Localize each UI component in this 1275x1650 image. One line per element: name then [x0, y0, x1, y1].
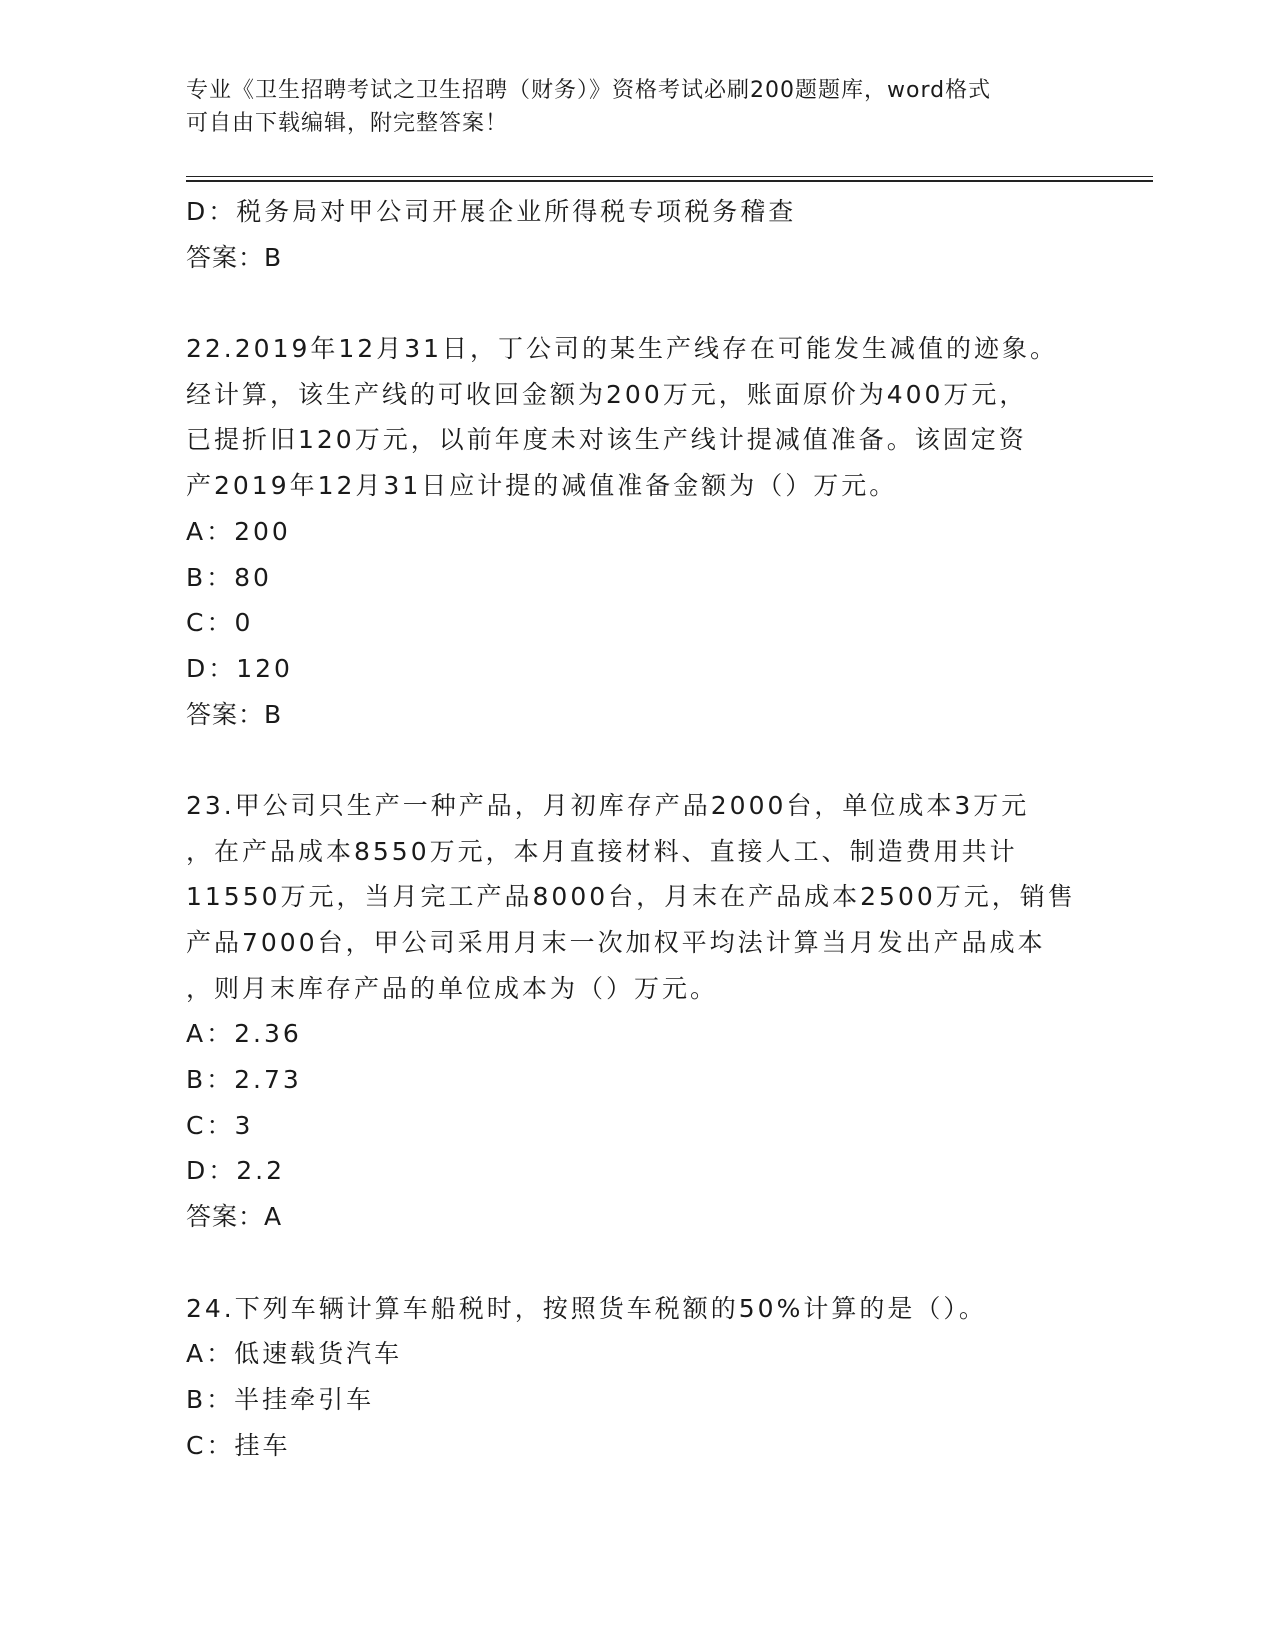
spacer	[186, 1240, 1086, 1286]
option-c: C：挂车	[186, 1430, 291, 1460]
option-b: B：80	[186, 562, 272, 592]
answer-line: 答案：B	[186, 699, 283, 729]
header-line-1: 专业《卫生招聘考试之卫生招聘（财务）》资格考试必刷200题题库，word格式	[186, 78, 992, 103]
option-b: B：半挂牵引车	[186, 1384, 375, 1414]
question-text-line: 经计算，该生产线的可收回金额为200万元，账面原价为400万元，	[186, 379, 1028, 409]
document-body	[186, 189, 1086, 1468]
question-22	[186, 326, 1086, 737]
question-23	[186, 783, 1086, 1240]
question-text-line: 11550万元，当月完工产品8000台，月末在产品成本2500万元，销售	[186, 882, 1076, 912]
question-21-tail	[186, 189, 1086, 280]
option-d: D：税务局对甲公司开展企业所得税专项税务稽查	[186, 197, 797, 226]
question-24	[186, 1286, 1086, 1469]
spacer	[186, 280, 1086, 326]
question-text-line: 已提折旧120万元，以前年度未对该生产线计提减值准备。该固定资	[186, 425, 1027, 455]
option-d: D：120	[186, 653, 293, 683]
header-divider	[186, 176, 1153, 182]
spacer	[186, 737, 1086, 783]
question-text-line: 23.甲公司只生产一种产品，月初库存产品2000台，单位成本3万元	[186, 790, 1030, 820]
option-b: B：2.73	[186, 1065, 302, 1095]
option-d: D：2.2	[186, 1156, 286, 1186]
option-c: C：0	[186, 608, 254, 638]
answer-line: 答案：B	[186, 242, 283, 272]
option-a: A：200	[186, 516, 291, 546]
option-c: C：3	[186, 1110, 254, 1140]
page-header	[186, 74, 1066, 140]
question-text-line: 22.2019年12月31日，丁公司的某生产线存在可能发生减值的迹象。	[186, 334, 1059, 364]
question-text-line: 24.下列车辆计算车船税时，按照货车税额的50%计算的是（）。	[186, 1293, 987, 1323]
option-a: A：2.36	[186, 1019, 302, 1049]
question-text-line: ，则月末库存产品的单位成本为（）万元。	[186, 973, 719, 1003]
option-a: A：低速载货汽车	[186, 1339, 403, 1369]
header-line-2: 可自由下载编辑，附完整答案！	[186, 111, 509, 136]
question-text-line: 产2019年12月31日应计提的减值准备金额为（）万元。	[186, 471, 898, 501]
question-text-line: ，在产品成本8550万元，本月直接材料、直接人工、制造费用共计	[186, 836, 1018, 866]
answer-line: 答案：A	[186, 1202, 283, 1232]
question-text-line: 产品7000台，甲公司采用月末一次加权平均法计算当月发出产品成本	[186, 928, 1046, 957]
